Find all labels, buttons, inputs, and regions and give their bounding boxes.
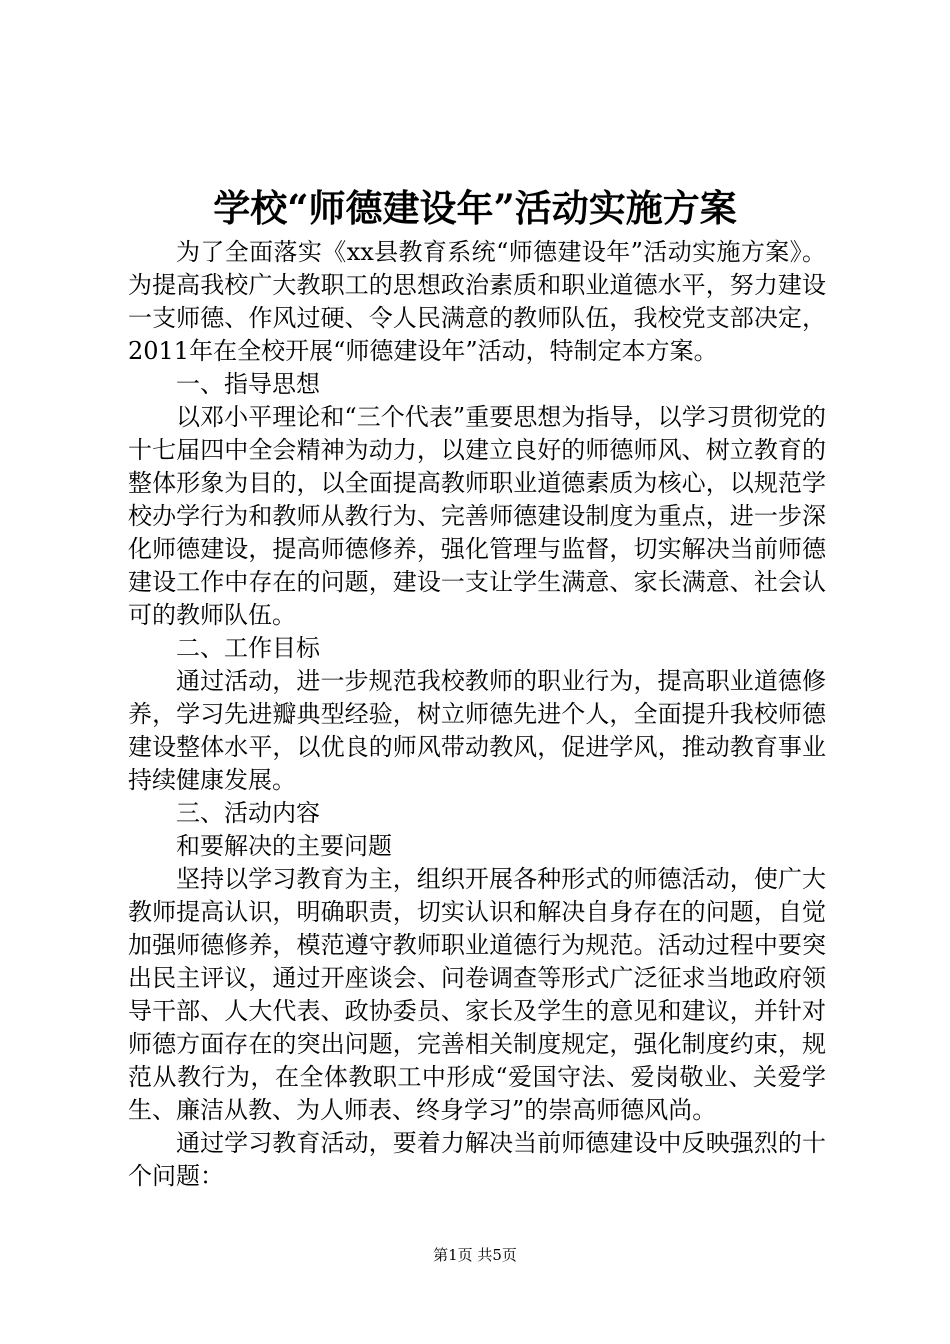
guiding-ideology-paragraph: 以邓小平理论和“三个代表”重要思想为指导，以学习贯彻党的十七届四中全会精神为动力，以建立良好的师德师风、树立教育的整体形象为目的，以全面提高教师职业道德素质为核心，以规范学校办学行为和教师从教行为、完善师德建设制度为重点，进一步深化师德建设，提高师德修养，强化管理与监督，切实解决当前师德建设工作中存在的问题，建设一支让学生满意、家长满意、社会认可的教师队伍。	[128, 403, 826, 629]
section-subheading-main-problems: 和要解决的主要问题	[176, 832, 392, 860]
activity-content-paragraph: 坚持以学习教育为主，组织开展各种形式的师德活动，使广大教师提高认识，明确职责，切实认识和解决自身存在的问题，自觉加强师德修养，模范遵守教师职业道德行为规范。活动过程中要突出民主评议，通过开座谈会、问卷调查等形式广泛征求当地政府领导干部、人大代表、政协委员、家长及学生的意见和建议，并针对师德方面存在的突出问题，完善相关制度规定，强化制度约束，规范从教行为，在全体教职工中形成“爱国守法、爱岗敬业、关爱学生、廉洁从教、为人师表、终身学习”的崇高师德风尚。	[128, 865, 826, 1124]
document-body	[128, 236, 826, 1193]
intro-paragraph: 为了全面落实《xx县教育系统“师德建设年”活动实施方案》。为提高我校广大教职工的思想政治素质和职业道德水平，努力建设一支师德、作风过硬、令人民满意的教师队伍，我校党支部决定，2011年在全校开展“师德建设年”活动，特制定本方案。	[128, 238, 826, 365]
section-heading-activity-content: 三、活动内容	[176, 799, 320, 827]
section-heading-work-goals: 二、工作目标	[176, 634, 320, 662]
ten-problems-intro-paragraph: 通过学习教育活动，要着力解决当前师德建设中反映强烈的十个问题：	[128, 1129, 826, 1190]
document-title: 学校“师德建设年”活动实施方案	[213, 186, 737, 230]
page-number-footer: 第1页 共5页	[433, 1246, 517, 1264]
section-heading-guiding-ideology: 一、指导思想	[176, 370, 320, 398]
work-goals-paragraph: 通过活动，进一步规范我校教师的职业行为，提高职业道德修养，学习先进瓣典型经验，树立师德先进个人，全面提升我校师德建设整体水平，以优良的师风带动教风，促进学风，推动教育事业持续健康发展。	[128, 667, 826, 794]
